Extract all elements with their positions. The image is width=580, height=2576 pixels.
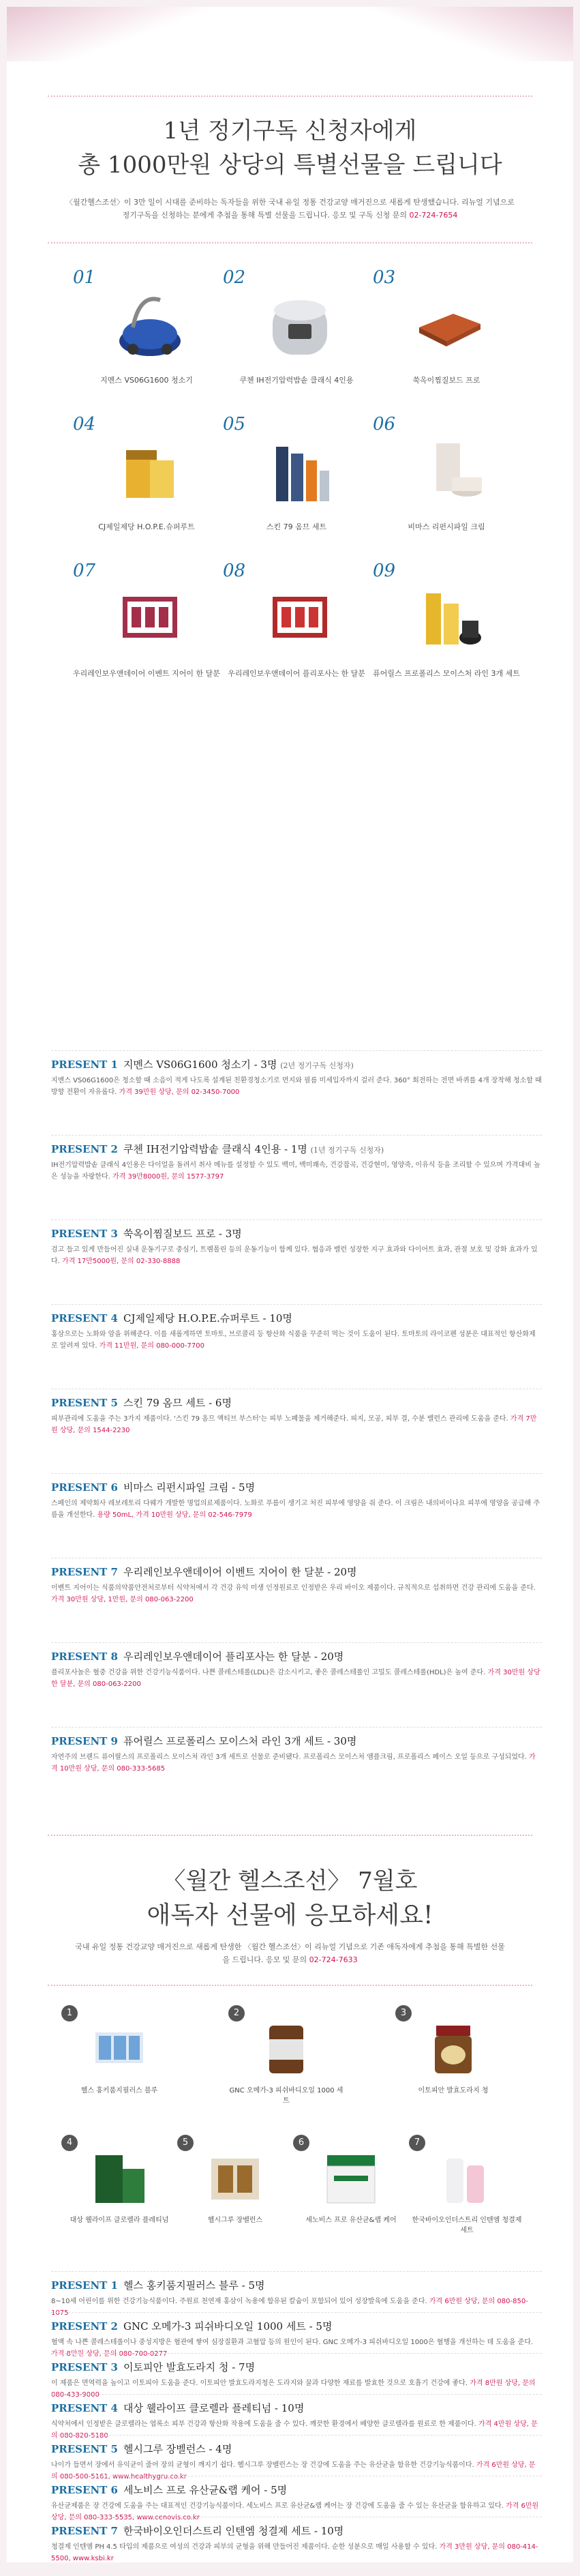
- gift-number: 07: [73, 561, 96, 581]
- present-price: 용량 50mL, 가격 10만원 상당, 문의 02-546-7979: [97, 1511, 252, 1519]
- present-price: 가격 30만원 상당 한 달분, 문의 080-063-2200: [51, 1669, 540, 1688]
- gift-caption: 우리레인보우앤데이어 이벤트 지어이 한 달분: [73, 669, 220, 678]
- present-title: 우리레인보우앤데이어 플리포사는 한 달분 - 20명: [123, 1650, 344, 1663]
- present-title: 세노비스 프로 유산균&랩 케어 - 5명: [123, 2484, 288, 2496]
- reader-gift-item: [228, 2005, 344, 2114]
- product-box-image: [89, 2012, 150, 2080]
- present-body: 검고 들고 있게 만들어진 실내 운동기구로 중심기, 트렘폴린 등의 운동기능이 함께 있다. 협응과 밸런 성장한 지구 효과와 다이어트 효과, 관절 보호 및 강화 효과가 있다.: [51, 1246, 538, 1265]
- present-price: 가격 30만원 상당, 1만원, 문의 080-063-2200: [51, 1595, 194, 1603]
- dotted-divider: [48, 1985, 532, 1987]
- present-description: [51, 2296, 542, 2319]
- present-heading: [51, 1649, 542, 1663]
- present-label: PRESENT 2: [51, 2320, 118, 2333]
- jar-image: [423, 2012, 484, 2080]
- present-separator: [51, 1473, 542, 1474]
- present-label: PRESENT 7: [51, 2525, 118, 2537]
- present-heading: [51, 2442, 542, 2456]
- supplement-jar-image: [256, 2012, 317, 2080]
- page-title-line1: 1년 정기구독 신청자에게: [163, 117, 417, 145]
- present-entry: [51, 2278, 542, 2319]
- present-price: 가격 8만원 상당, 문의 080-700-0277: [51, 2350, 168, 2358]
- section2-intro: [75, 1941, 505, 1966]
- gift-number: 02: [223, 267, 246, 288]
- present-entry: [51, 1649, 542, 1690]
- present-entry: [51, 2483, 542, 2523]
- present-body: 피부관리에 도움을 주는 3가지 제품이다. '스킨 79 옴므 액티브 부스터'는 피부 노폐물을 제거해준다. 피지, 모공, 피부 결, 수분 밸런스 관리에 도움을 준다.: [51, 1415, 508, 1423]
- present-body: 식약처에서 인정받은 클로렐라는 엽록소 피부 건강과 항산화 작용에 도움을 줄 수 있다. 깨끗한 환경에서 배양한 클로렐라를 원료로 한 제품이다.: [51, 2420, 476, 2428]
- chlorella-box-image: [89, 2142, 150, 2210]
- gift-number: 06: [373, 414, 396, 434]
- section2-intro-body: 국내 유일 정통 건강교양 매거진으로 새롭게 탄생한 〈월간 헬스조선〉이 리뉴얼 기념으로 기존 애독자에게 추첨을 통해 특별한 선물을 드립니다. 응모 및 문의: [75, 1942, 505, 1964]
- present-note: (1년 정기구독 신청자): [310, 1146, 384, 1155]
- present-title: CJ제일제당 H.O.P.E.슈퍼루트 - 10명: [123, 1312, 292, 1324]
- present-separator: [51, 2353, 542, 2354]
- ribbon-decoration-right: [369, 7, 573, 61]
- present-price: 가격 8만원 상당, 문의 080-433-9000: [51, 2380, 536, 2399]
- present-separator: [51, 2394, 542, 2395]
- present-description: [51, 1583, 542, 1605]
- gift-number-badge: 3: [395, 2005, 412, 2022]
- present-heading: [51, 2278, 542, 2292]
- reader-gift-item: [409, 2135, 522, 2244]
- present-description: [51, 2460, 542, 2483]
- cleanser-bottles-image: [436, 2142, 498, 2210]
- present-title: 쿠첸 IH전기압력밥솥 클래식 4인용 - 1명: [123, 1143, 307, 1155]
- gift-number: 04: [73, 414, 96, 434]
- present-description: [51, 1498, 542, 1521]
- probiotics-box-image: [320, 2142, 382, 2210]
- present-title: 우리레인보우앤데이어 이벤트 지어이 한 달분 - 20명: [123, 1566, 357, 1578]
- gift-caption: 헬스 홍키품지필러스 블루: [80, 2087, 158, 2094]
- present-entry: [51, 2319, 542, 2360]
- present-price: 가격 17만5000원, 문의 02-330-8888: [62, 1257, 181, 1265]
- present-title: 쑥옥이찜질보드 프로 - 3명: [123, 1228, 242, 1240]
- present-heading: [51, 1734, 542, 1748]
- present-separator: [51, 2271, 542, 2272]
- reader-gift-item: [293, 2135, 402, 2244]
- present-title: GNC 오메가-3 피쉬바디오일 1000 세트 - 5명: [123, 2320, 333, 2333]
- present-description: [51, 1668, 542, 1690]
- skincare-bottles-image: [412, 573, 487, 662]
- present-heading: [51, 2483, 542, 2497]
- present-description: [51, 1414, 542, 1436]
- present-heading: [51, 1480, 542, 1494]
- gift-item: [72, 266, 222, 413]
- present-separator: [51, 1050, 542, 1051]
- present-label: PRESENT 8: [51, 1650, 118, 1663]
- gift-number: 08: [223, 561, 246, 581]
- contact-phone[interactable]: 02-724-7654: [409, 210, 458, 220]
- ribbon-decoration-left: [7, 7, 211, 61]
- present-description: [51, 2542, 542, 2562]
- present-price: 가격 39만원 상당, 문의 02-3450-7000: [119, 1088, 240, 1096]
- present-separator: [51, 2312, 542, 2313]
- present-body: 나이가 들면서 장에서 유익균이 줄어 장의 균형이 깨지기 쉽다. 헬시그루 장벨런스는 장 건강에 도움을 주는 유산균을 함유한 건강기능식품이다.: [51, 2461, 474, 2469]
- present-description: [51, 2378, 542, 2401]
- present-title: 비마스 리펀시파일 크림 - 5명: [123, 1481, 256, 1494]
- present-description: [51, 1160, 542, 1183]
- reader-gift-item: [61, 2135, 170, 2244]
- present-entry: [51, 2442, 542, 2483]
- present-price: 가격 10만원 상당, 문의 080-333-5685: [51, 1753, 536, 1773]
- present-heading: [51, 2401, 542, 2415]
- reader-gift-item: [61, 2005, 170, 2114]
- present-body: 이벤트 지어이는 식품의약품안전처로부터 식약처에서 각 건강 유익 미생 인정원료로 인정받은 우리 바이오 제품이다. 규칙적으로 섭취하면 건강 관리에 도움을 준다.: [51, 1584, 536, 1592]
- gift-caption: 이토피안 발효도라지 청: [418, 2087, 489, 2094]
- present-entry: [51, 2401, 542, 2442]
- gift-number-badge: 2: [228, 2005, 245, 2022]
- present-price: 가격 11만원, 문의 080-000-7700: [99, 1342, 204, 1350]
- gift-number: 09: [373, 561, 396, 581]
- present-body: 홍삼으로는 노화와 암을 위해준다. 이를 새롭게하면 토마토, 브로콜리 등 항산화 식품을 꾸준히 먹는 것이 도움이 된다. 토마토의 라이코펜 성분은 대표적인 항산화제로 알려져 있다.: [51, 1331, 536, 1350]
- present-label: PRESENT 3: [51, 1228, 118, 1240]
- present-entry: [51, 2360, 542, 2401]
- present-title: 한국바이오인더스트리 인텐엠 청결제 세트 - 10명: [123, 2525, 344, 2537]
- present-entry: [51, 1480, 542, 1521]
- present-label: PRESENT 1: [51, 2279, 118, 2292]
- present-price: 가격 7만원 상당, 문의 1544-2230: [51, 1415, 537, 1434]
- present-body: 8~10세 어린이를 위한 건강기능식품이다. 주원료 천연재 홍삼이 녹용에 함유된 칼슘이 포함되어 있어 성장발육에 도움을 준다.: [51, 2298, 427, 2305]
- present-label: PRESENT 6: [51, 2484, 118, 2496]
- gift-number-badge: 6: [293, 2135, 309, 2151]
- present-description: [51, 1329, 542, 1352]
- present-heading: [51, 1311, 542, 1325]
- present-separator: [51, 1219, 542, 1220]
- page: [7, 7, 573, 2562]
- gift-caption: 우리레인보우앤데이어 플리포사는 한 달분: [228, 669, 365, 678]
- present-heading: [51, 2360, 542, 2374]
- gift-item: [72, 559, 222, 706]
- cosmetics-set-image: [262, 426, 337, 515]
- present-description: [51, 1752, 542, 1775]
- gift-item: [371, 559, 521, 706]
- present-description: [51, 1076, 542, 1098]
- vacuum-cleaner-image: [112, 280, 187, 368]
- present-label: PRESENT 4: [51, 2402, 118, 2414]
- gift-caption: 쑥옥이찜질보드 프로: [412, 376, 480, 385]
- dotted-divider: [48, 95, 532, 98]
- present-description: [51, 2501, 542, 2523]
- gift-item: [371, 413, 521, 559]
- present-heading: [51, 1057, 542, 1071]
- section2-contact-phone[interactable]: 02-724-7633: [309, 1955, 358, 1964]
- dotted-divider: [48, 1835, 532, 1837]
- present-body: IH전기압력밥솥 클래식 4인용은 다이얼을 돌려서 취사 메뉴를 설정할 수 있도 백미, 백미쾌속, 건강잡곡, 건강현미, 영양죽, 이유식 등을 조리할 수 있으며 가격대비 높은 성능을 자랑한다.: [51, 1161, 540, 1181]
- present-price: 가격 6만원 상당, 문의 080-333-5535, www.cenovis.co.kr: [51, 2502, 539, 2521]
- cream-jar-image: [412, 426, 487, 515]
- gift-grid: [72, 266, 521, 706]
- gift-caption: 스킨 79 옴므 세트: [266, 522, 327, 531]
- present-description: [51, 1245, 542, 1267]
- present-body: 청결제 인텐엠 PH 4.5 타입의 제품으로 여성의 건강과 피부의 균형을 위해 만들어진 제품이다. 순한 성분으로 매일 사용할 수 있다.: [51, 2543, 438, 2551]
- gift-box-image: [112, 573, 187, 662]
- present-entry: [51, 1395, 542, 1436]
- gift-caption: 헬시그루 장벨런스: [207, 2217, 263, 2224]
- gift-number-badge: 1: [61, 2005, 78, 2022]
- present-label: PRESENT 5: [51, 2443, 118, 2455]
- present-note: (2년 정기구독 신청자): [280, 1061, 354, 1070]
- present-title: 헬시그루 장벨런스 - 4명: [123, 2443, 232, 2455]
- present-price: 가격 3만원 상당, 문의 080-414-5500, www.ksbi.kr: [51, 2543, 538, 2562]
- present-price: 가격 4만원 상당, 문의 080-820-5180: [51, 2420, 538, 2440]
- gift-item: [222, 266, 371, 413]
- gift-caption: 지멘스 VS06G1600 청소기: [100, 376, 193, 385]
- present-label: PRESENT 4: [51, 1312, 118, 1324]
- gift-caption: CJ제일제당 H.O.P.E.슈퍼루트: [98, 522, 195, 531]
- present-entry: [51, 1565, 542, 1605]
- present-label: PRESENT 9: [51, 1735, 118, 1747]
- present-body: 혈액 속 나쁜 콜레스테롤이나 중성지방은 혈관에 쌓여 심장질환과 고혈압 등의 원인이 된다. GNC 오메가-3 피쉬바디오일 1000은 혈행을 개선하는 데 도움을 준다.: [51, 2339, 534, 2346]
- present-heading: [51, 1226, 542, 1241]
- present-entry: [51, 1734, 542, 1775]
- present-label: PRESENT 5: [51, 1397, 118, 1409]
- gift-item: [371, 266, 521, 413]
- gift-caption: GNC 오메가-3 피쉬바디오일 1000 세트: [229, 2087, 344, 2105]
- gift-caption: 비마스 리펀시파일 크림: [408, 522, 485, 531]
- gift-caption: 대상 웰라이프 클로렐라 플레티넘: [70, 2217, 169, 2224]
- gift-number: 03: [373, 267, 396, 288]
- present-entry: [51, 1311, 542, 1352]
- reader-gift-item: [395, 2005, 504, 2114]
- gift-number: 01: [73, 267, 96, 288]
- gift-box-image: [262, 573, 337, 662]
- present-label: PRESENT 1: [51, 1058, 118, 1071]
- gift-number-badge: 4: [61, 2135, 78, 2151]
- page-title-line2: 총 1000만원 상당의 특별선물을 드립니다: [78, 151, 502, 179]
- rice-cooker-image: [262, 280, 337, 368]
- gift-caption: 퓨어릴스 프로폴리스 모이스처 라인 3개 세트: [373, 669, 520, 678]
- present-heading: [51, 2319, 542, 2333]
- present-separator: [51, 1642, 542, 1643]
- present-label: PRESENT 7: [51, 1566, 118, 1578]
- gift-caption: 쿠첸 IH전기압력밥솥 클래식 4인용: [239, 376, 354, 385]
- present-entry: [51, 1226, 542, 1267]
- gift-item: [72, 413, 222, 559]
- present-body: 유산균제품은 장 건강에 도움을 주는 대표적인 건강기능식품이다. 세노비스 프로 유산균&랩 케어는 장 건강에 도움을 줄 수 있는 유산균을 함유하고 있다.: [51, 2502, 504, 2510]
- gift-item: [222, 413, 371, 559]
- present-title: 지멘스 VS06G1600 청소기 - 3명: [123, 1058, 277, 1071]
- present-heading: [51, 1565, 542, 1579]
- present-description: [51, 2419, 542, 2442]
- gift-item: [222, 559, 371, 706]
- present-body: 지멘스 VS06G1600은 청소할 때 소음이 적게 나도록 설계된 친환경청소기로 먼지와 필름 미세입자까지 걸러 준다. 360° 회전하는 전면 바퀴를 4개 장착해 청소할 때 방향 전환이 자유롭다.: [51, 1077, 542, 1096]
- intro-body: 〈월간헬스조선〉이 3만 일이 시대를 준비하는 독자들을 위한 국내 유일 정통 건강교양 매거진으로 새롭게 탄생했습니다. 리뉴얼 기념으로 정기구독을 신청하는 분에게 추첨을 통해 특별 선물을 드립니다. 응모 및 구독 신청 문의: [65, 198, 515, 220]
- present-body: 자연주의 브랜드 퓨어릴스의 프로폴리스 모이스처 라인 3개 세트로 선물로 준비됐다. 프로폴리스 모이스처 앰플크림, 프로폴리스 페이스 오일 등으로 구성되었다.: [51, 1753, 527, 1761]
- present-entry: [51, 1057, 542, 1098]
- present-separator: [51, 1304, 542, 1305]
- present-body: 스페인의 제약회사 레보레토리 다웨가 개발한 명업의료제품이다. 노화로 푸름이 생기고 처진 피부에 영양을 줘 준다. 이 크림은 내의비이나요 피부에 영양을 공급해 주름을 개선한다.: [51, 1500, 540, 1519]
- present-heading: [51, 2523, 542, 2538]
- present-separator: [51, 1727, 542, 1728]
- gift-number-badge: 5: [177, 2135, 194, 2151]
- section2-title-line1: 〈월간 헬스조선〉 7월호: [162, 1867, 418, 1895]
- present-entry: [51, 2523, 542, 2562]
- present-heading: [51, 1142, 542, 1156]
- present-entry: [51, 1142, 542, 1183]
- present-separator: [51, 2435, 542, 2436]
- present-price: 가격 39만8000원, 문의 1577-3797: [112, 1172, 224, 1181]
- reader-gift-item: [177, 2135, 286, 2244]
- present-title: 이토피안 발효도라지 청 - 7명: [123, 2361, 256, 2373]
- present-title: 대상 웰라이프 클로렐라 플레티넘 - 10명: [123, 2402, 305, 2414]
- present-title: 스킨 79 옴므 세트 - 6명: [123, 1397, 232, 1409]
- present-title: 헬스 홍키품지필러스 블루 - 5명: [123, 2279, 265, 2292]
- dotted-divider: [48, 242, 532, 244]
- present-price: 가격 6만원 상당, 문의 080-850-1075: [51, 2298, 528, 2317]
- gift-number: 05: [223, 414, 246, 434]
- intro-text: [61, 196, 519, 222]
- gift-set-image: [204, 2142, 266, 2210]
- section2-title-line2: 애독자 선물에 응모하세요!: [147, 1901, 433, 1929]
- present-separator: [51, 1135, 542, 1136]
- present-body: 이 제품은 면역력을 높이고 이토피아 도움을 준다. 이토피안 발효도라지청은 도라지와 꿀과 다양한 재료를 발효한 것으로 호흡기 건강에 좋다.: [51, 2380, 468, 2387]
- present-label: PRESENT 2: [51, 1143, 118, 1155]
- present-description: [51, 2337, 542, 2360]
- present-label: PRESENT 6: [51, 1481, 118, 1494]
- heating-board-image: [412, 280, 487, 368]
- present-body: 플리포사놀은 혈중 건강을 위한 건강기능식품이다. 나쁜 콜레스테롤(LDL)은 감소시키고, 좋은 콜레스테롤인 고밀도 콜레스테롤(HDL)은 높여 준다.: [51, 1669, 486, 1676]
- present-heading: [51, 1395, 542, 1410]
- present-label: PRESENT 3: [51, 2361, 118, 2373]
- gift-number-badge: 7: [409, 2135, 425, 2151]
- present-price: 가격 6만원 상당, 문의 080-500-5161, www.healthygru.co.kr: [51, 2461, 536, 2481]
- gift-caption: 한국바이오인더스트리 인텐엠 청결제 세트: [412, 2217, 522, 2234]
- gift-caption: 세노비스 프로 유산균&랩 케어: [305, 2217, 397, 2224]
- supplement-box-image: [112, 426, 187, 515]
- present-title: 퓨어릴스 프로폴리스 모이스처 라인 3개 세트 - 30명: [123, 1735, 357, 1747]
